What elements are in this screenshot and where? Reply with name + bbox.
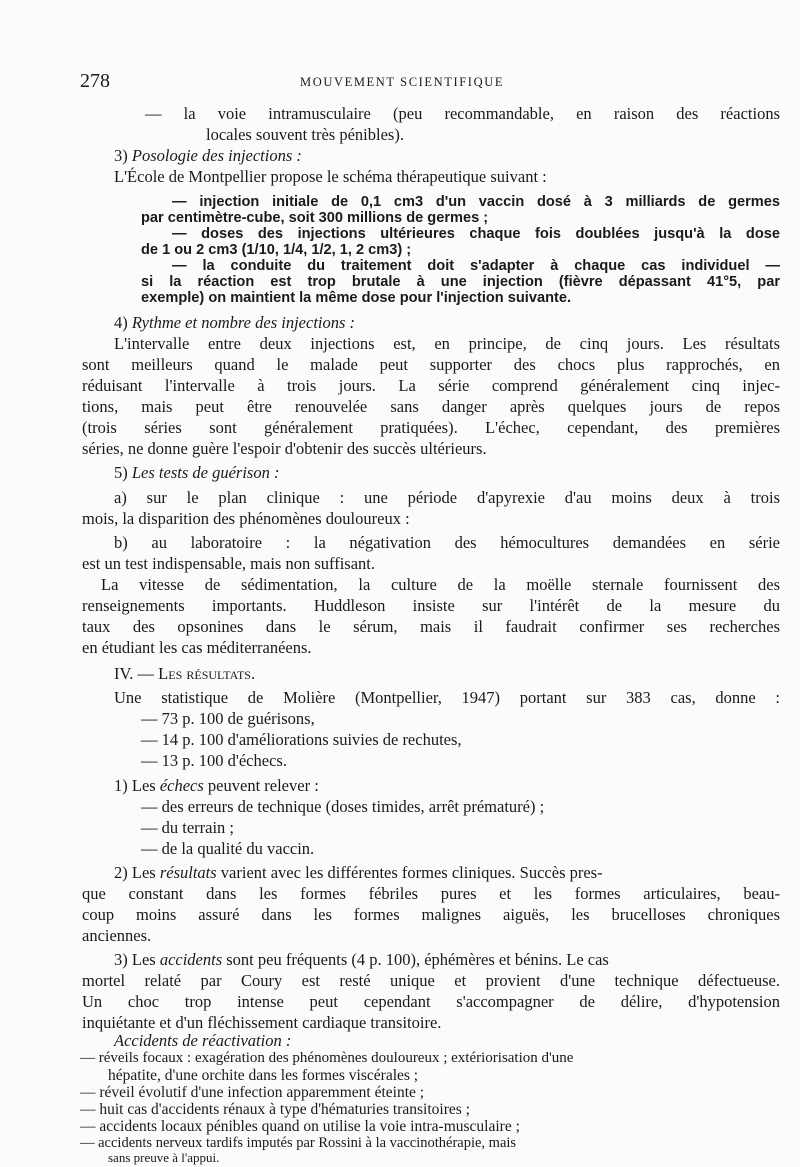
text-line [114,776,319,795]
section-title: Posologie des injections : [131,146,302,165]
subheading-accidents [114,1031,291,1050]
list-item-continuation: sans preuve à l'appui. [108,1150,220,1165]
list-item: — 14 p. 100 d'améliorations suivies de rechutes, [141,730,462,749]
text-line: La vitesse de sédimentation, la culture de la moëlle sternale fournissent des [101,575,780,594]
text-line: taux des opsonines dans le sérum, mais il faudrait confirmer ses recherches [82,617,780,636]
list-item: — de la qualité du vaccin. [141,839,315,858]
italic-term: accidents [159,950,223,969]
bold-line: exemple) on maintient la même dose pour l'injection suivante. [141,290,572,306]
list-item: — du terrain ; [141,818,235,837]
text-line: sont meilleurs quand le malade peut supporter des chocs plus rapprochés, en [82,355,780,374]
text-line: b) au laboratoire : la négativation des hémocultures demandées en série [114,533,780,552]
section-heading-resultats: IV. — Les résultats. [114,664,256,683]
text-fragment: varient avec les différentes formes cliniques. Succès pres- [220,863,603,882]
list-item: — accidents nerveux tardifs imputés par Rossini à la vaccinothérapie, mais [80,1135,517,1151]
text-line: réduisant l'intervalle à trois jours. La série comprend généralement cinq injec- [82,376,780,395]
italic-term: échecs [159,776,204,795]
text-line [114,863,603,882]
text-line [114,950,609,969]
text-line: anciennes. [82,926,152,945]
text-fragment: 2) Les [114,863,156,882]
bold-line: — doses des injections ultérieures chaque fois doublées jusqu'à la dose [172,226,780,242]
text-line: (trois séries sont généralement pratiquées). L'échec, cependant, des premières [82,418,780,437]
text-fragment: 1) Les [114,776,156,795]
section-heading-tests [114,463,279,482]
section-title: Les tests de guérison : [131,463,280,482]
text-line: coup moins assuré dans les formes malignes aiguës, les brucelloses chroniques [82,905,780,924]
text-line: Une statistique de Molière (Montpellier, 1947) portant sur 383 cas, donne : [114,688,780,707]
text-line: — la voie intramusculaire (peu recommandable, en raison des réactions [145,104,780,123]
list-item: — 73 p. 100 de guérisons, [141,709,315,728]
section-heading-posologie [114,146,302,165]
list-item: — réveils focaux : exagération des phénomènes douloureux ; extériorisation d'une [80,1050,574,1066]
list-item: — 13 p. 100 d'échecs. [141,751,287,770]
bold-line: de 1 ou 2 cm3 (1/10, 1/4, 1/2, 1, 2 cm3) ; [141,242,412,258]
italic-term: résultats [159,863,217,882]
text-line: L'intervalle entre deux injections est, en principe, de cinq jours. Les résultats [114,334,780,353]
running-title: MOUVEMENT SCIENTIFIQUE [300,75,505,89]
bold-line: si la réaction est trop brutale à une injection (fièvre dépassant 41°5, par [141,274,780,290]
list-item: — des erreurs de technique (doses timides, arrêt prématuré) ; [141,797,545,816]
section-number: 4) [114,313,128,332]
text-line: L'École de Montpellier propose le schéma thérapeutique suivant : [114,167,547,186]
text-line: Un choc trop intense peut cependant s'accompagner de délire, d'hypotension [82,992,780,1011]
list-item: — réveil évolutif d'une infection apparemment éteinte ; [80,1084,425,1101]
text-line: inquiétante et d'un fléchissement cardiaque transitoire. [82,1013,442,1032]
text-line: en étudiant les cas méditerranéens. [82,638,312,657]
list-item-continuation: hépatite, d'une orchite dans les formes viscérales ; [108,1067,419,1084]
list-item: — huit cas d'accidents rénaux à type d'hématuries transitoires ; [80,1101,470,1118]
text-line: renseignements importants. Huddleson insiste sur l'intérêt de la mesure du [82,596,780,615]
text-line: tions, mais peut être renouvelée sans danger après quelques jours de repos [82,397,780,416]
text-line: est un test indispensable, mais non suffisant. [82,554,375,573]
section-number: 5) [114,463,128,482]
bold-line: — la conduite du traitement doit s'adapter à chaque cas individuel — [172,258,780,274]
text-line: que constant dans les formes fébriles pures et les formes articulaires, beau- [82,884,780,903]
text-line: séries, ne donne guère l'espoir d'obtenir des succès ultérieurs. [82,439,487,458]
text-line: mois, la disparition des phénomènes douloureux : [82,509,410,528]
text-fragment: sont peu fréquents (4 p. 100), éphémères et bénins. Le cas [226,950,609,969]
text-fragment: peuvent relever : [207,776,319,795]
text-fragment: 3) Les [114,950,156,969]
page-number: 278 [80,70,110,92]
section-title: Rythme et nombre des injections : [131,313,356,332]
section-number: 3) [114,146,128,165]
bold-line: — injection initiale de 0,1 cm3 d'un vaccin dosé à 3 milliards de germes [172,194,780,210]
list-item: — accidents locaux pénibles quand on utilise la voie intra-musculaire ; [80,1118,520,1135]
subheading-text: Accidents de réactivation : [114,1031,292,1050]
text-line: mortel relaté par Coury est resté unique et provient d'une technique défectueuse. [82,971,780,990]
text-line: locales souvent très pénibles). [206,125,404,144]
text-line: a) sur le plan clinique : une période d'apyrexie d'au moins deux à trois [114,488,780,507]
bold-line: par centimètre-cube, soit 300 millions de germes ; [141,210,489,226]
section-heading-rythme [114,313,355,332]
